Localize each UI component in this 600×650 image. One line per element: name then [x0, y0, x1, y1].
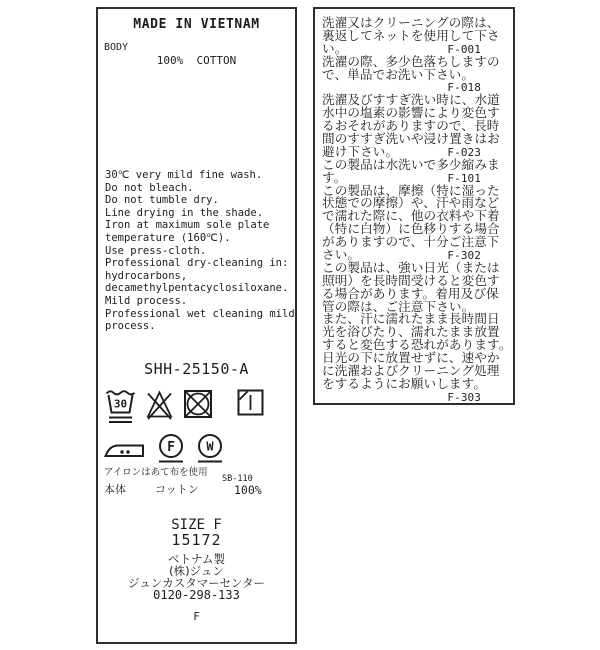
care-note-line-jp [322, 66, 507, 82]
care-note-line-jp [322, 27, 507, 43]
care-note-text: 洗濯又はクリーニングの際は、 [322, 15, 500, 30]
do-not-tumble-dry-icon [183, 389, 213, 419]
country-of-origin-jp: ベトナム製 [168, 552, 225, 566]
composition-part: 本体 [104, 483, 126, 496]
svg-text:30: 30 [113, 397, 128, 411]
care-text-line-en: 30℃ very mild fine wash. [105, 169, 263, 181]
care-note-text: また、汗に濡れたまま長時間日 [322, 311, 500, 327]
care-note-text: この製品は、強い日光（または [322, 259, 500, 275]
care-note-text: 避け下さい。 [322, 143, 399, 159]
care-label-right-panel [313, 7, 515, 405]
product-code: SHH-25150-A [144, 360, 249, 378]
care-note-text: 洗濯及びすすぎ洗い時に、水道 [322, 92, 500, 108]
body-part-label: BODY [104, 42, 129, 53]
svg-text:W: W [206, 439, 214, 454]
wash-30-very-mild-icon [105, 386, 136, 426]
care-note-text: をするようにお願いします。 [322, 375, 487, 391]
care-note-text: すると変色する恐れがあります。 [322, 337, 512, 353]
do-not-bleach-icon [146, 389, 173, 421]
composition-percent: 100% [234, 483, 262, 497]
care-note-code: F-023 [447, 145, 481, 159]
care-note-text: 照明）を長時間受けると変色す [322, 272, 500, 288]
care-text-line-en: Professional dry-cleaning in: [105, 257, 289, 270]
dry-clean-f-mild-icon [158, 433, 184, 464]
svg-text:F: F [167, 440, 175, 455]
care-text-line-en: Line drying in the shade. [105, 206, 264, 219]
care-note-text: で、単品でお洗い下さい。 [322, 66, 475, 82]
care-text-line-en: temperature (160℃). [105, 231, 231, 244]
care-label-left-panel [96, 7, 297, 644]
item-number: 15172 [171, 531, 222, 549]
size-letter: F [193, 610, 200, 623]
care-note-text: 裏返してネットを使用して下さ [322, 27, 500, 43]
care-note-text: に洗濯およびクリーニング処理 [322, 363, 500, 379]
care-note-code: F-303 [447, 390, 481, 404]
composition-material: コットン [155, 483, 199, 496]
care-instructions-en [105, 169, 295, 333]
size-line: SIZE F [171, 517, 222, 533]
care-text-line-en: decamethylpentacyclosiloxane. [105, 282, 289, 295]
care-note-text: 光を浴びたり、濡れたまま放置 [322, 324, 500, 340]
care-note-code: F-302 [447, 249, 481, 263]
care-note-code: F-018 [447, 81, 481, 95]
care-text-line-en: Do not tumble dry. [105, 194, 219, 207]
care-note-text: この製品は水洗いで多少縮みま [322, 156, 500, 172]
line-dry-in-shade-icon [237, 389, 264, 416]
care-text-line-en: Use press-cloth. [105, 244, 207, 257]
care-note-code: F-101 [447, 171, 481, 185]
origin-text: MADE IN VIETNAM [133, 17, 260, 32]
care-note-line-jp [322, 375, 507, 391]
care-notes-jp [322, 15, 512, 404]
care-text-line-en: hydrocarbons, [105, 269, 188, 282]
care-text-line-en: Iron at maximum sole plate [105, 219, 270, 232]
composition-code: SB-110 [222, 474, 253, 484]
care-note-line-jp [322, 156, 507, 172]
care-note-text: るおそれがありますので、長時 [322, 118, 500, 134]
care-note-text: 間のすすぎ洗いや浸け置きはお [322, 131, 500, 147]
care-note-text: 管の際は、ご注意下さい。 [322, 298, 475, 314]
care-text-line-en: Professional wet cleaning mild [105, 307, 295, 320]
care-text-line-en: process. [105, 320, 156, 333]
material-composition-en: 100% COTTON [156, 54, 237, 67]
company-name: (株)ジュン [169, 564, 224, 578]
wet-clean-mild-icon [197, 433, 223, 464]
care-note-text: で濡れた際に、他の衣料や下着 [322, 208, 500, 224]
care-note-text: 洗濯の際、多少色落ちしますの [322, 53, 500, 69]
care-symbols-row-1 [105, 386, 264, 426]
care-note-text: す。 [322, 169, 347, 185]
care-note-code: F-001 [447, 42, 481, 56]
care-text-line-en: Do not bleach. [105, 181, 194, 194]
care-note-text: い。 [322, 40, 348, 56]
iron-cloth-note-jp: アイロンはあて布を使用 [104, 467, 208, 478]
care-note-text: 状態での摩擦）や、汗や雨など [322, 195, 500, 211]
care-note-line-jp [322, 391, 507, 404]
care-note-text: 日光の下に放置せずに、速やか [322, 350, 500, 366]
care-note-text: この製品は、摩擦（特に湿った [322, 182, 500, 198]
care-note-text: がありますので、十分ご注意下 [322, 234, 500, 250]
care-text-line-en: Mild process. [105, 294, 188, 307]
care-symbols-row-2 [103, 433, 223, 464]
care-note-text: る場合があります。着用及び保 [322, 285, 499, 301]
customer-center-phone: 0120-298-133 [153, 588, 240, 602]
care-note-text: （特に白物）に色移りする場合 [322, 221, 500, 237]
care-note-text: 水中の塩素の影響により変色す [322, 105, 500, 121]
iron-medium-160-icon [103, 437, 145, 459]
care-note-text: さい。 [322, 247, 361, 263]
customer-center-name: ジュンカスタマーセンター [127, 576, 266, 590]
